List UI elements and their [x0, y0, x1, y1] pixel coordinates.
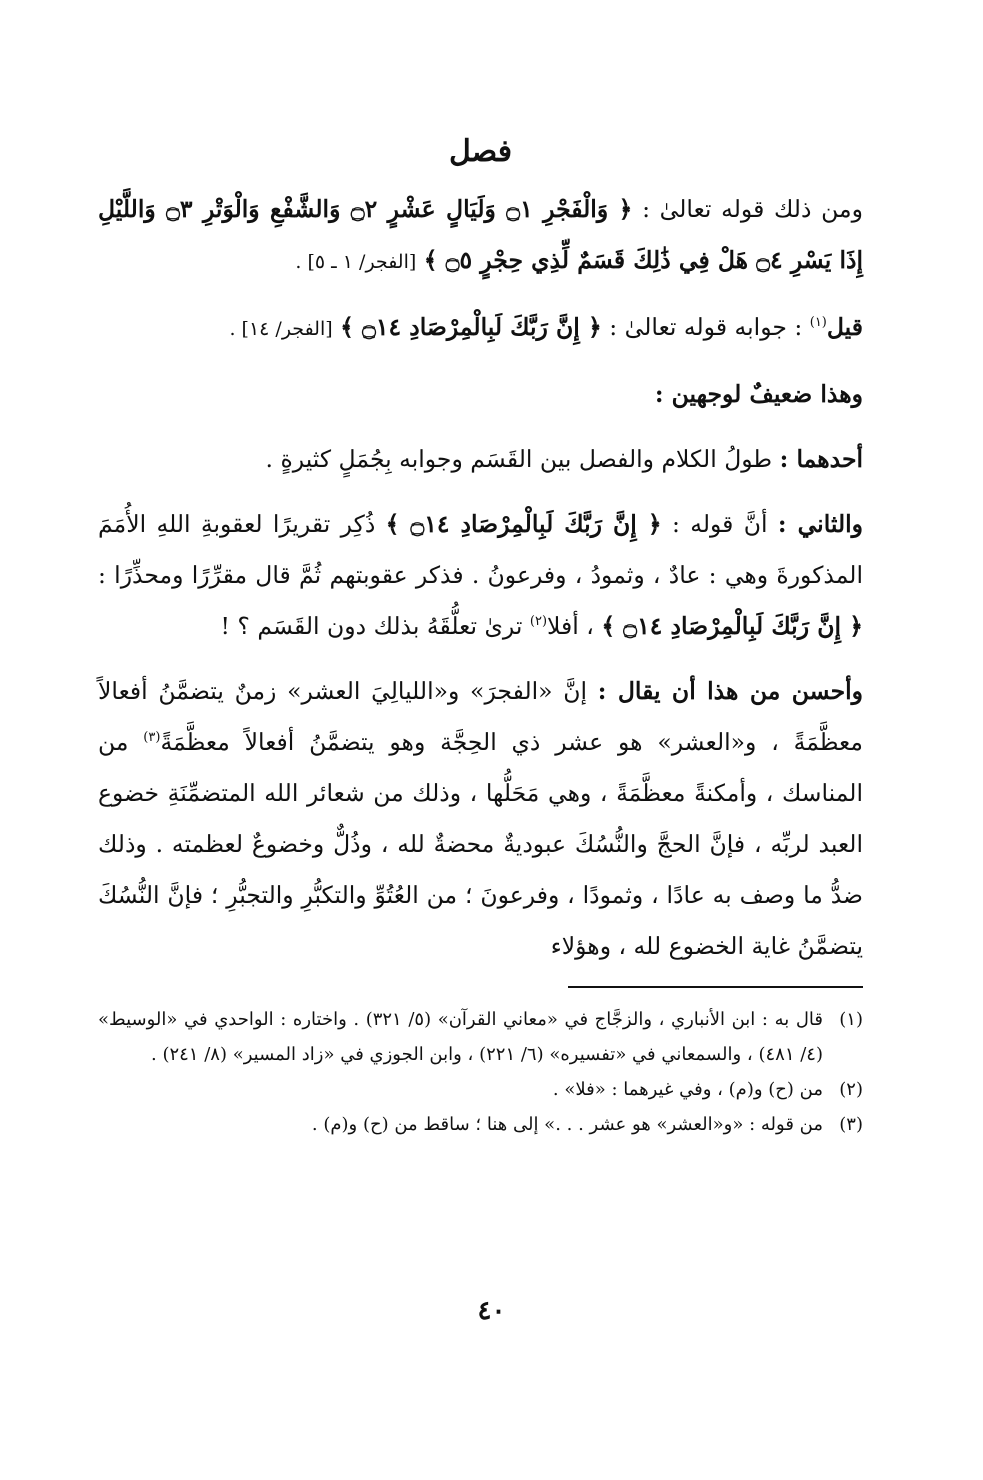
paragraph-text: ترىٰ تعلُّقَهُ بذلك دون القَسَم ؟ ! — [220, 612, 523, 640]
quran-verse-fajr-14: ﴿ إِنَّ رَبَّكَ لَبِالْمِرْصَادِ ۝١٤ ﴾ — [601, 612, 863, 640]
footnote-number: (٢) — [839, 1079, 863, 1100]
footnote-text: قال به : ابن الأنباري ، والزجَّاج في «معاني القرآن» (٥/ ٣٢١) . واختاره : الواحدي في «الوسيط» (٤/ ٤٨١) ، والسمعاني في «تفسيره» (٦/ ٢٢١) ، وابن الجوزي في «زاد المسير» (٨/ ٢٤١) . — [98, 1009, 823, 1065]
footnote-marker-2[interactable]: (٢) — [529, 614, 548, 630]
footnote-text: من (ح) و(م) ، وفي غيرهما : «فلا» . — [552, 1079, 823, 1100]
footnote-text: من قوله : «و«العشر» هو عشر . . .» إلى هنا ؛ ساقط من (ح) و(م) . — [311, 1114, 823, 1135]
paragraph-text: من المناسك ، وأمكنةً معظَّمَةً ، وهي مَحَلُّها ، وذلك من شعائر الله المتضمِّنَةِ خضوع العبد لربِّه ، فإنَّ الحجَّ والنُّسُكَ عبوديةٌ محضةٌ لله ، وذُلٌّ وخضوعٌ لعظمته . وذلك ضدُّ ما وصف به عادًا ، وثمودًا ، وفرعونَ ؛ من العُتُوِّ والتكبُّرِ والتجبُّرِ ؛ فإنَّ النُّسُكَ يتضمَّنُ غاية الخضوع لله ، وهؤلاء — [98, 728, 863, 960]
paragraph-text: إنَّ «الفجرَ» و«الليالِيَ العشر» زمنٌ يتضمَّنُ أفعالاً معظَّمَةً ، و«العشر» هو عشر ذي الحِجَّة وهو يتضمَّنُ أفعالاً معظَّمَةً — [98, 677, 863, 756]
section-heading: فصل — [448, 134, 513, 169]
footnote-marker-1[interactable]: (١) — [809, 315, 827, 331]
paragraph-text: طولُ الكلام والفصل بين القَسَم وجوابه بِجُمَلٍ كثيرةٍ . — [265, 445, 773, 473]
verse-reference: [الفجر/ ١٤] . — [229, 318, 333, 340]
paragraph-lead: أحدهما : — [779, 445, 863, 473]
paragraph-text: ذُكِر تقريرًا لعقوبةِ اللهِ الأُمَمَ المذكورةَ وهي : عادٌ ، وثمودُ ، وفرعونُ . فذكر عقوبتهم ثُمَّ قال مقرِّرًا ومحذِّرًا : — [98, 510, 863, 589]
paragraph-second-reason — [98, 499, 863, 652]
footnote-marker-3[interactable]: (٣) — [143, 730, 161, 746]
opinion-intro: : جوابه قوله تعالىٰ : — [609, 313, 803, 341]
paragraph-lead: والثاني : — [777, 510, 863, 538]
paragraph-weakness: وهذا ضعيفٌ لوجهين : — [654, 380, 863, 408]
footnote-number: (١) — [839, 1009, 863, 1030]
footnote-item — [98, 1002, 863, 1072]
paragraph-text: أنَّ قوله : — [671, 510, 768, 538]
footnote-divider — [568, 986, 863, 988]
quran-verse-fajr-14: ﴿ إِنَّ رَبَّكَ لَبِالْمِرْصَادِ ۝١٤ ﴾ — [385, 510, 662, 538]
page-number: ٤٠ — [477, 1296, 506, 1326]
paragraph-lead: قيل — [826, 313, 863, 341]
paragraph-better-view — [98, 666, 863, 972]
quran-verse-fajr-14: ﴿ إِنَّ رَبَّكَ لَبِالْمِرْصَادِ ۝١٤ ﴾ — [340, 313, 602, 341]
paragraph-first-opinion — [98, 302, 863, 355]
page-body — [98, 128, 863, 1142]
oath-intro: ومن ذلك قوله تعالىٰ : — [642, 195, 863, 223]
footnotes — [98, 1002, 863, 1142]
footnote-item — [98, 1107, 863, 1142]
footnote-item — [98, 1072, 863, 1107]
footnote-number: (٣) — [839, 1114, 863, 1135]
paragraph-lead: وأحسن من هذا أن يقال : — [597, 677, 863, 705]
verse-reference: [الفجر/ ١ ـ ٥] . — [295, 251, 417, 273]
paragraph-text: ، أفلا — [547, 612, 594, 640]
quran-verse-fajr-1-5: ﴿ وَالْفَجْرِ ۝١ وَلَيَالٍ عَشْرٍ ۝٢ وَالشَّفْعِ وَالْوَتْرِ ۝٣ وَاللَّيْلِ إِذَا يَسْرِ ۝٤ هَلْ فِي ذَٰلِكَ قَسَمٌ لِّذِي حِجْرٍ ۝٥ ﴾ — [98, 195, 863, 274]
paragraph-oath-verses — [98, 184, 863, 288]
paragraph-first-reason — [98, 434, 863, 485]
